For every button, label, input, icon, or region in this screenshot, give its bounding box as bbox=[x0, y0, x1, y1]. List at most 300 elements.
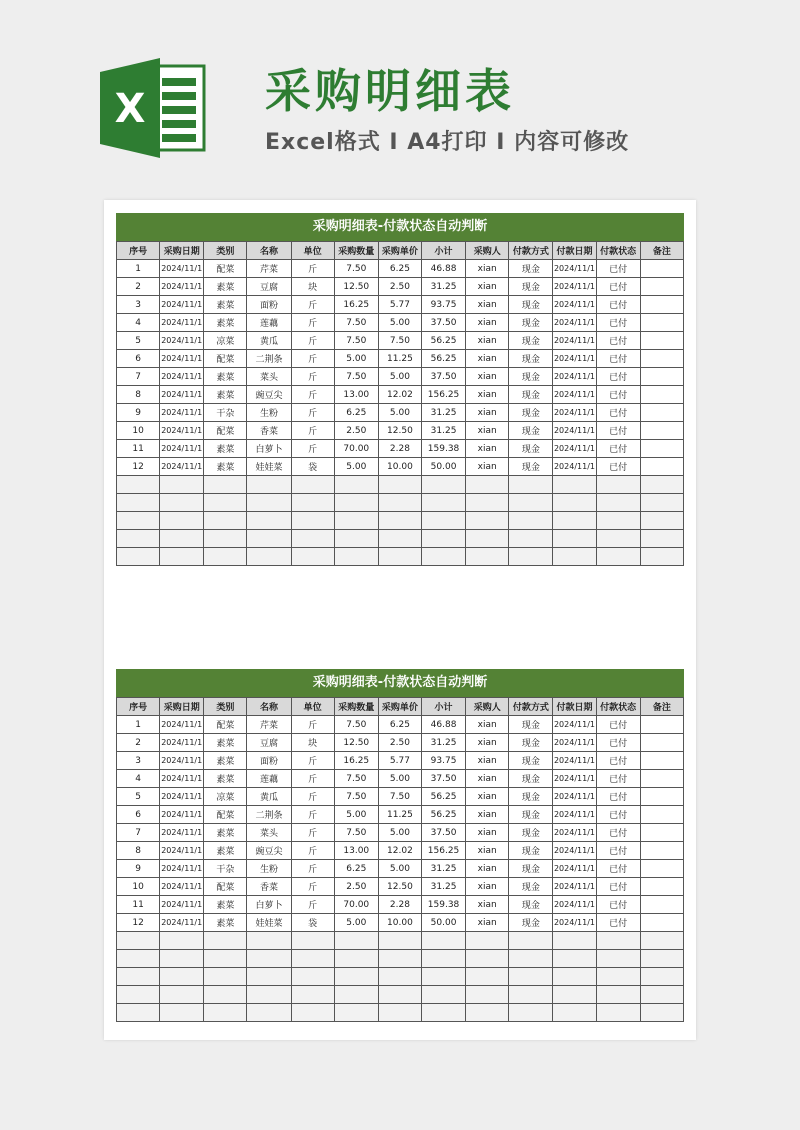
table-cell[interactable]: 5.00 bbox=[378, 824, 421, 842]
empty-cell[interactable] bbox=[466, 986, 509, 1004]
table-cell[interactable]: 香菜 bbox=[247, 878, 291, 896]
table-cell[interactable]: 已付 bbox=[596, 806, 640, 824]
table-cell[interactable] bbox=[640, 734, 683, 752]
empty-cell[interactable] bbox=[466, 476, 509, 494]
table-cell[interactable]: xian bbox=[466, 914, 509, 932]
table-cell[interactable]: 生粉 bbox=[247, 860, 291, 878]
table-cell[interactable]: 2024/11/1 bbox=[160, 752, 204, 770]
table-cell[interactable]: 现金 bbox=[509, 458, 553, 476]
empty-cell[interactable] bbox=[466, 932, 509, 950]
table-cell[interactable] bbox=[640, 878, 683, 896]
table-cell[interactable]: 现金 bbox=[509, 404, 553, 422]
table-cell[interactable]: 4 bbox=[117, 314, 160, 332]
table-cell[interactable]: 2024/11/1 bbox=[160, 716, 204, 734]
table-cell[interactable]: 现金 bbox=[509, 878, 553, 896]
table-cell[interactable]: 2024/11/1 bbox=[160, 296, 204, 314]
table-cell[interactable]: 12.02 bbox=[378, 842, 421, 860]
empty-cell[interactable] bbox=[466, 548, 509, 566]
empty-cell[interactable] bbox=[421, 950, 465, 968]
table-cell[interactable]: 56.25 bbox=[421, 332, 465, 350]
table-cell[interactable]: 已付 bbox=[596, 386, 640, 404]
table-cell[interactable]: 50.00 bbox=[421, 458, 465, 476]
table-cell[interactable]: 已付 bbox=[596, 260, 640, 278]
empty-cell[interactable] bbox=[160, 476, 204, 494]
table-cell[interactable]: 配菜 bbox=[204, 716, 247, 734]
empty-cell[interactable] bbox=[640, 1004, 683, 1022]
table-cell[interactable]: 已付 bbox=[596, 914, 640, 932]
table-cell[interactable]: 2024/11/1 bbox=[160, 350, 204, 368]
table-cell[interactable]: 2024/11/1 bbox=[553, 296, 596, 314]
empty-cell[interactable] bbox=[378, 986, 421, 1004]
table-cell[interactable]: 93.75 bbox=[421, 752, 465, 770]
table-cell[interactable]: xian bbox=[466, 842, 509, 860]
table-cell[interactable]: xian bbox=[466, 716, 509, 734]
table-cell[interactable]: 2 bbox=[117, 734, 160, 752]
table-cell[interactable]: 菜头 bbox=[247, 824, 291, 842]
table-cell[interactable]: 11.25 bbox=[378, 806, 421, 824]
empty-cell[interactable] bbox=[421, 968, 465, 986]
table-cell[interactable]: 已付 bbox=[596, 752, 640, 770]
table-cell[interactable]: 菜头 bbox=[247, 368, 291, 386]
table-cell[interactable]: 31.25 bbox=[421, 734, 465, 752]
table-cell[interactable]: 6 bbox=[117, 806, 160, 824]
empty-cell[interactable] bbox=[509, 512, 553, 530]
table-cell[interactable]: 现金 bbox=[509, 440, 553, 458]
table-cell[interactable]: 9 bbox=[117, 860, 160, 878]
table-cell[interactable]: 2.50 bbox=[334, 878, 378, 896]
table-cell[interactable]: 159.38 bbox=[421, 440, 465, 458]
table-cell[interactable]: 现金 bbox=[509, 422, 553, 440]
empty-cell[interactable] bbox=[117, 548, 160, 566]
empty-cell[interactable] bbox=[334, 950, 378, 968]
table-cell[interactable]: 娃娃菜 bbox=[247, 914, 291, 932]
table-cell[interactable]: 已付 bbox=[596, 824, 640, 842]
table-cell[interactable] bbox=[640, 296, 683, 314]
table-cell[interactable]: 11.25 bbox=[378, 350, 421, 368]
table-cell[interactable]: 配菜 bbox=[204, 350, 247, 368]
empty-cell[interactable] bbox=[160, 494, 204, 512]
empty-cell[interactable] bbox=[247, 530, 291, 548]
empty-cell[interactable] bbox=[640, 950, 683, 968]
table-cell[interactable]: 凉菜 bbox=[204, 788, 247, 806]
table-cell[interactable]: 2024/11/1 bbox=[160, 440, 204, 458]
empty-cell[interactable] bbox=[291, 950, 334, 968]
table-cell[interactable]: 7.50 bbox=[334, 260, 378, 278]
empty-cell[interactable] bbox=[553, 950, 596, 968]
table-cell[interactable]: 2024/11/1 bbox=[160, 770, 204, 788]
empty-cell[interactable] bbox=[553, 548, 596, 566]
empty-cell[interactable] bbox=[160, 950, 204, 968]
table-cell[interactable]: 已付 bbox=[596, 860, 640, 878]
table-cell[interactable]: 12.50 bbox=[334, 278, 378, 296]
table-cell[interactable]: 斤 bbox=[291, 806, 334, 824]
table-cell[interactable] bbox=[640, 770, 683, 788]
table-cell[interactable]: 已付 bbox=[596, 296, 640, 314]
empty-cell[interactable] bbox=[247, 494, 291, 512]
table-cell[interactable]: 2024/11/1 bbox=[553, 422, 596, 440]
empty-cell[interactable] bbox=[291, 494, 334, 512]
table-cell[interactable]: 莲藕 bbox=[247, 770, 291, 788]
table-cell[interactable]: 素菜 bbox=[204, 458, 247, 476]
table-cell[interactable]: xian bbox=[466, 368, 509, 386]
empty-cell[interactable] bbox=[378, 932, 421, 950]
empty-cell[interactable] bbox=[553, 968, 596, 986]
table-cell[interactable]: 现金 bbox=[509, 806, 553, 824]
empty-cell[interactable] bbox=[596, 494, 640, 512]
table-cell[interactable]: 1 bbox=[117, 716, 160, 734]
table-cell[interactable]: 7.50 bbox=[334, 332, 378, 350]
empty-cell[interactable] bbox=[596, 950, 640, 968]
empty-cell[interactable] bbox=[291, 512, 334, 530]
table-cell[interactable]: 2 bbox=[117, 278, 160, 296]
table-cell[interactable]: xian bbox=[466, 878, 509, 896]
empty-cell[interactable] bbox=[204, 1004, 247, 1022]
empty-cell[interactable] bbox=[247, 476, 291, 494]
table-cell[interactable]: 白萝卜 bbox=[247, 896, 291, 914]
table-cell[interactable]: 2024/11/1 bbox=[160, 386, 204, 404]
table-cell[interactable]: 5.00 bbox=[378, 860, 421, 878]
table-cell[interactable]: 50.00 bbox=[421, 914, 465, 932]
table-cell[interactable]: 7.50 bbox=[378, 788, 421, 806]
table-cell[interactable]: 1 bbox=[117, 260, 160, 278]
table-cell[interactable]: 面粉 bbox=[247, 296, 291, 314]
empty-cell[interactable] bbox=[117, 530, 160, 548]
table-cell[interactable]: 5.77 bbox=[378, 752, 421, 770]
table-cell[interactable]: 31.25 bbox=[421, 404, 465, 422]
table-cell[interactable]: 现金 bbox=[509, 386, 553, 404]
table-cell[interactable]: 7.50 bbox=[334, 770, 378, 788]
table-cell[interactable]: 斤 bbox=[291, 422, 334, 440]
table-cell[interactable]: 7.50 bbox=[334, 824, 378, 842]
table-cell[interactable]: 豌豆尖 bbox=[247, 842, 291, 860]
table-cell[interactable]: 16.25 bbox=[334, 752, 378, 770]
table-cell[interactable]: 袋 bbox=[291, 914, 334, 932]
empty-cell[interactable] bbox=[553, 986, 596, 1004]
table-cell[interactable]: 16.25 bbox=[334, 296, 378, 314]
table-cell[interactable]: 2024/11/1 bbox=[553, 368, 596, 386]
empty-cell[interactable] bbox=[596, 548, 640, 566]
table-cell[interactable]: 现金 bbox=[509, 770, 553, 788]
table-cell[interactable]: 芹菜 bbox=[247, 716, 291, 734]
table-cell[interactable]: 现金 bbox=[509, 752, 553, 770]
table-cell[interactable] bbox=[640, 860, 683, 878]
empty-cell[interactable] bbox=[204, 530, 247, 548]
empty-cell[interactable] bbox=[117, 932, 160, 950]
table-cell[interactable]: 配菜 bbox=[204, 260, 247, 278]
table-cell[interactable]: 12 bbox=[117, 914, 160, 932]
table-cell[interactable]: 已付 bbox=[596, 788, 640, 806]
table-cell[interactable]: 香菜 bbox=[247, 422, 291, 440]
table-cell[interactable]: 已付 bbox=[596, 896, 640, 914]
empty-cell[interactable] bbox=[466, 950, 509, 968]
empty-cell[interactable] bbox=[553, 1004, 596, 1022]
empty-cell[interactable] bbox=[334, 986, 378, 1004]
table-cell[interactable]: 2024/11/1 bbox=[553, 734, 596, 752]
table-cell[interactable]: 斤 bbox=[291, 896, 334, 914]
empty-cell[interactable] bbox=[334, 530, 378, 548]
table-cell[interactable]: xian bbox=[466, 788, 509, 806]
table-cell[interactable]: 7.50 bbox=[378, 332, 421, 350]
empty-cell[interactable] bbox=[466, 512, 509, 530]
table-cell[interactable]: 6 bbox=[117, 350, 160, 368]
empty-cell[interactable] bbox=[596, 968, 640, 986]
table-cell[interactable]: 2024/11/1 bbox=[160, 914, 204, 932]
table-cell[interactable]: 2024/11/1 bbox=[553, 752, 596, 770]
empty-cell[interactable] bbox=[378, 950, 421, 968]
table-cell[interactable]: 已付 bbox=[596, 314, 640, 332]
table-cell[interactable]: 2024/11/1 bbox=[160, 314, 204, 332]
empty-cell[interactable] bbox=[421, 476, 465, 494]
table-cell[interactable]: 2024/11/1 bbox=[553, 440, 596, 458]
table-cell[interactable]: 2.50 bbox=[378, 734, 421, 752]
table-cell[interactable]: 素菜 bbox=[204, 368, 247, 386]
empty-cell[interactable] bbox=[247, 950, 291, 968]
table-cell[interactable]: 5.00 bbox=[378, 314, 421, 332]
table-cell[interactable]: 5 bbox=[117, 788, 160, 806]
table-cell[interactable]: 已付 bbox=[596, 878, 640, 896]
empty-cell[interactable] bbox=[291, 1004, 334, 1022]
empty-cell[interactable] bbox=[204, 476, 247, 494]
table-cell[interactable]: 11 bbox=[117, 896, 160, 914]
empty-cell[interactable] bbox=[640, 548, 683, 566]
table-cell[interactable]: 2024/11/1 bbox=[553, 314, 596, 332]
table-cell[interactable]: 5.00 bbox=[334, 458, 378, 476]
empty-cell[interactable] bbox=[160, 548, 204, 566]
table-cell[interactable]: xian bbox=[466, 824, 509, 842]
empty-cell[interactable] bbox=[509, 548, 553, 566]
table-cell[interactable]: 56.25 bbox=[421, 806, 465, 824]
table-cell[interactable]: 2024/11/1 bbox=[160, 260, 204, 278]
table-cell[interactable]: 2024/11/1 bbox=[553, 842, 596, 860]
table-cell[interactable]: 块 bbox=[291, 734, 334, 752]
table-cell[interactable] bbox=[640, 788, 683, 806]
table-cell[interactable]: 11 bbox=[117, 440, 160, 458]
table-cell[interactable]: 现金 bbox=[509, 734, 553, 752]
table-cell[interactable]: 娃娃菜 bbox=[247, 458, 291, 476]
table-cell[interactable]: 31.25 bbox=[421, 860, 465, 878]
table-cell[interactable] bbox=[640, 842, 683, 860]
table-cell[interactable]: 素菜 bbox=[204, 914, 247, 932]
table-cell[interactable]: xian bbox=[466, 404, 509, 422]
table-cell[interactable]: 豆腐 bbox=[247, 734, 291, 752]
empty-cell[interactable] bbox=[204, 548, 247, 566]
table-cell[interactable]: 46.88 bbox=[421, 260, 465, 278]
empty-cell[interactable] bbox=[334, 1004, 378, 1022]
table-cell[interactable] bbox=[640, 824, 683, 842]
table-cell[interactable]: 2024/11/1 bbox=[160, 878, 204, 896]
table-cell[interactable]: 现金 bbox=[509, 896, 553, 914]
table-cell[interactable]: 2024/11/1 bbox=[160, 458, 204, 476]
empty-cell[interactable] bbox=[466, 530, 509, 548]
empty-cell[interactable] bbox=[421, 512, 465, 530]
table-cell[interactable]: 12.02 bbox=[378, 386, 421, 404]
table-cell[interactable]: 2.50 bbox=[378, 278, 421, 296]
table-cell[interactable]: 6.25 bbox=[378, 260, 421, 278]
empty-cell[interactable] bbox=[596, 986, 640, 1004]
table-cell[interactable]: 56.25 bbox=[421, 350, 465, 368]
table-cell[interactable]: 现金 bbox=[509, 332, 553, 350]
empty-cell[interactable] bbox=[334, 932, 378, 950]
table-cell[interactable]: 斤 bbox=[291, 788, 334, 806]
table-cell[interactable]: 面粉 bbox=[247, 752, 291, 770]
table-cell[interactable]: 素菜 bbox=[204, 752, 247, 770]
empty-cell[interactable] bbox=[640, 986, 683, 1004]
table-cell[interactable]: 现金 bbox=[509, 296, 553, 314]
table-cell[interactable]: xian bbox=[466, 278, 509, 296]
empty-cell[interactable] bbox=[596, 932, 640, 950]
empty-cell[interactable] bbox=[553, 530, 596, 548]
empty-cell[interactable] bbox=[378, 494, 421, 512]
empty-cell[interactable] bbox=[553, 512, 596, 530]
table-cell[interactable]: 5.00 bbox=[378, 404, 421, 422]
table-cell[interactable]: 2024/11/1 bbox=[160, 788, 204, 806]
empty-cell[interactable] bbox=[117, 1004, 160, 1022]
table-cell[interactable]: 12.50 bbox=[334, 734, 378, 752]
table-cell[interactable]: 2.28 bbox=[378, 896, 421, 914]
table-cell[interactable]: 已付 bbox=[596, 440, 640, 458]
table-cell[interactable]: 二荆条 bbox=[247, 806, 291, 824]
table-cell[interactable]: 现金 bbox=[509, 842, 553, 860]
table-cell[interactable]: 素菜 bbox=[204, 734, 247, 752]
table-cell[interactable]: 现金 bbox=[509, 278, 553, 296]
table-cell[interactable]: 斤 bbox=[291, 842, 334, 860]
table-cell[interactable]: 7 bbox=[117, 824, 160, 842]
table-cell[interactable]: xian bbox=[466, 350, 509, 368]
empty-cell[interactable] bbox=[247, 986, 291, 1004]
table-cell[interactable]: xian bbox=[466, 860, 509, 878]
table-cell[interactable]: 46.88 bbox=[421, 716, 465, 734]
empty-cell[interactable] bbox=[117, 476, 160, 494]
table-cell[interactable]: 2024/11/1 bbox=[553, 458, 596, 476]
empty-cell[interactable] bbox=[334, 476, 378, 494]
table-cell[interactable]: 93.75 bbox=[421, 296, 465, 314]
table-cell[interactable]: 现金 bbox=[509, 716, 553, 734]
table-cell[interactable]: 素菜 bbox=[204, 296, 247, 314]
empty-cell[interactable] bbox=[291, 986, 334, 1004]
empty-cell[interactable] bbox=[334, 968, 378, 986]
table-cell[interactable] bbox=[640, 386, 683, 404]
table-cell[interactable]: 生粉 bbox=[247, 404, 291, 422]
empty-cell[interactable] bbox=[378, 530, 421, 548]
table-cell[interactable]: xian bbox=[466, 386, 509, 404]
table-cell[interactable]: 37.50 bbox=[421, 314, 465, 332]
empty-cell[interactable] bbox=[509, 494, 553, 512]
empty-cell[interactable] bbox=[553, 494, 596, 512]
table-cell[interactable]: 13.00 bbox=[334, 842, 378, 860]
table-cell[interactable]: 9 bbox=[117, 404, 160, 422]
empty-cell[interactable] bbox=[160, 1004, 204, 1022]
empty-cell[interactable] bbox=[596, 476, 640, 494]
empty-cell[interactable] bbox=[160, 986, 204, 1004]
table-cell[interactable] bbox=[640, 404, 683, 422]
table-cell[interactable] bbox=[640, 896, 683, 914]
table-cell[interactable]: 5.00 bbox=[334, 350, 378, 368]
table-cell[interactable]: 现金 bbox=[509, 824, 553, 842]
empty-cell[interactable] bbox=[117, 494, 160, 512]
empty-cell[interactable] bbox=[378, 512, 421, 530]
table-cell[interactable]: 干杂 bbox=[204, 404, 247, 422]
table-cell[interactable]: 白萝卜 bbox=[247, 440, 291, 458]
table-cell[interactable]: 块 bbox=[291, 278, 334, 296]
empty-cell[interactable] bbox=[204, 512, 247, 530]
empty-cell[interactable] bbox=[509, 986, 553, 1004]
empty-cell[interactable] bbox=[509, 1004, 553, 1022]
table-cell[interactable]: 2024/11/1 bbox=[553, 404, 596, 422]
empty-cell[interactable] bbox=[247, 548, 291, 566]
table-cell[interactable]: 已付 bbox=[596, 734, 640, 752]
table-cell[interactable]: 现金 bbox=[509, 350, 553, 368]
empty-cell[interactable] bbox=[334, 512, 378, 530]
table-cell[interactable]: 袋 bbox=[291, 458, 334, 476]
table-cell[interactable]: 莲藕 bbox=[247, 314, 291, 332]
table-cell[interactable]: 2024/11/1 bbox=[553, 716, 596, 734]
table-cell[interactable]: 已付 bbox=[596, 770, 640, 788]
table-cell[interactable]: 2.50 bbox=[334, 422, 378, 440]
table-cell[interactable]: 现金 bbox=[509, 260, 553, 278]
empty-cell[interactable] bbox=[509, 476, 553, 494]
table-cell[interactable]: 6.25 bbox=[334, 860, 378, 878]
empty-cell[interactable] bbox=[247, 968, 291, 986]
table-cell[interactable]: 13.00 bbox=[334, 386, 378, 404]
empty-cell[interactable] bbox=[160, 512, 204, 530]
table-cell[interactable]: 素菜 bbox=[204, 314, 247, 332]
table-cell[interactable]: 干杂 bbox=[204, 860, 247, 878]
table-cell[interactable]: 二荆条 bbox=[247, 350, 291, 368]
table-cell[interactable]: 2024/11/1 bbox=[553, 770, 596, 788]
table-cell[interactable]: 10.00 bbox=[378, 458, 421, 476]
empty-cell[interactable] bbox=[291, 476, 334, 494]
table-cell[interactable]: 31.25 bbox=[421, 878, 465, 896]
empty-cell[interactable] bbox=[378, 548, 421, 566]
empty-cell[interactable] bbox=[204, 932, 247, 950]
empty-cell[interactable] bbox=[553, 476, 596, 494]
empty-cell[interactable] bbox=[204, 986, 247, 1004]
empty-cell[interactable] bbox=[640, 968, 683, 986]
table-cell[interactable]: xian bbox=[466, 440, 509, 458]
table-cell[interactable]: xian bbox=[466, 734, 509, 752]
table-cell[interactable]: 素菜 bbox=[204, 842, 247, 860]
table-cell[interactable]: 配菜 bbox=[204, 806, 247, 824]
empty-cell[interactable] bbox=[640, 530, 683, 548]
table-cell[interactable]: 已付 bbox=[596, 422, 640, 440]
table-cell[interactable]: 芹菜 bbox=[247, 260, 291, 278]
table-cell[interactable] bbox=[640, 368, 683, 386]
table-cell[interactable]: 斤 bbox=[291, 824, 334, 842]
table-cell[interactable]: 素菜 bbox=[204, 896, 247, 914]
table-cell[interactable]: 2024/11/1 bbox=[160, 332, 204, 350]
empty-cell[interactable] bbox=[117, 950, 160, 968]
table-cell[interactable]: 2024/11/1 bbox=[160, 278, 204, 296]
table-cell[interactable]: 2024/11/1 bbox=[553, 386, 596, 404]
table-cell[interactable]: 2024/11/1 bbox=[553, 824, 596, 842]
table-cell[interactable]: xian bbox=[466, 314, 509, 332]
table-cell[interactable]: 现金 bbox=[509, 860, 553, 878]
table-cell[interactable]: 斤 bbox=[291, 404, 334, 422]
table-cell[interactable]: xian bbox=[466, 806, 509, 824]
table-cell[interactable]: xian bbox=[466, 332, 509, 350]
table-cell[interactable]: 已付 bbox=[596, 404, 640, 422]
table-cell[interactable]: 70.00 bbox=[334, 896, 378, 914]
table-cell[interactable]: 3 bbox=[117, 752, 160, 770]
empty-cell[interactable] bbox=[509, 968, 553, 986]
table-cell[interactable] bbox=[640, 260, 683, 278]
table-cell[interactable]: 2024/11/1 bbox=[553, 860, 596, 878]
table-cell[interactable]: xian bbox=[466, 458, 509, 476]
empty-cell[interactable] bbox=[640, 494, 683, 512]
table-cell[interactable]: 2024/11/1 bbox=[160, 734, 204, 752]
table-cell[interactable]: 2024/11/1 bbox=[553, 788, 596, 806]
table-cell[interactable]: xian bbox=[466, 752, 509, 770]
